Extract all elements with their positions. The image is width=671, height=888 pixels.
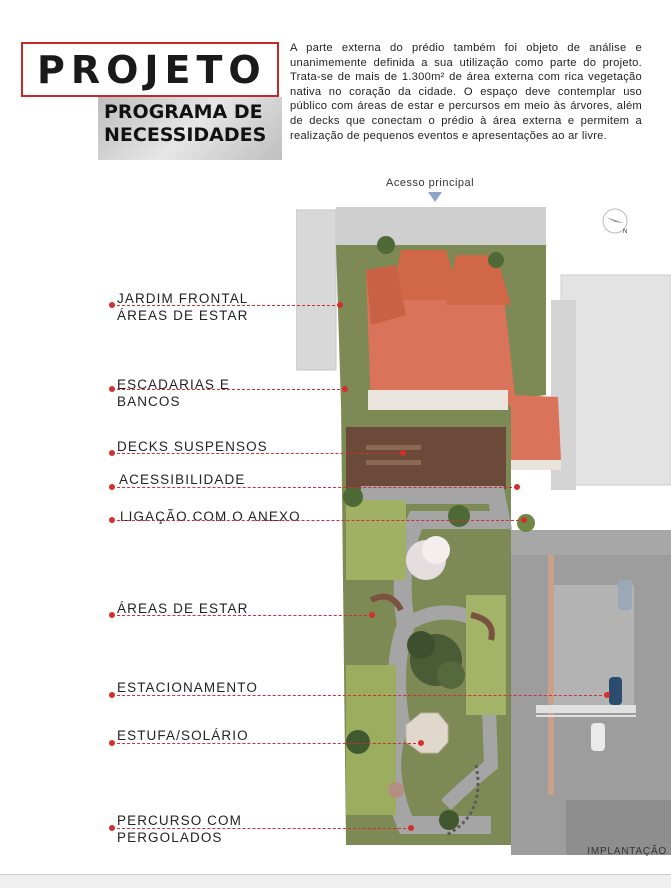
callout-dot-6 [109, 612, 115, 618]
callout-line-6 [117, 615, 372, 616]
callout-end-6 [369, 612, 375, 618]
left-neighbor-building [296, 210, 336, 370]
callout-dot-3 [109, 450, 115, 456]
label-percurso-pergolados: PERCURSO COM PERGOLADOS [117, 813, 242, 845]
callout-end-8 [418, 740, 424, 746]
callout-dot-1 [109, 302, 115, 308]
bottom-bar [0, 874, 671, 888]
callout-dot-2 [109, 386, 115, 392]
car-1 [618, 580, 632, 610]
label-escadarias: ESCADARIAS E BANCOS [117, 377, 230, 409]
callout-end-5 [521, 517, 527, 523]
label-estufa-solario: ESTUFA/SOLÁRIO [117, 728, 249, 743]
callout-line-9 [117, 828, 411, 829]
subtitle-line-2: NECESSIDADES [104, 124, 267, 146]
label-acessibilidade: ACESSIBILIDADE [119, 472, 246, 487]
label-jardim-frontal: JARDIM FRONTAL ÁREAS DE ESTAR [117, 291, 249, 323]
callout-end-1 [337, 302, 343, 308]
label-areas-de-estar: ÁREAS DE ESTAR [117, 601, 249, 616]
callout-line-7 [117, 695, 607, 696]
callout-dot-8 [109, 740, 115, 746]
callout-dot-4 [109, 484, 115, 490]
callout-line-3 [117, 453, 403, 454]
callout-end-2 [342, 386, 348, 392]
subtitle-line-1: PROGRAMA DE [104, 101, 263, 123]
callout-end-7 [604, 692, 610, 698]
label-decks-suspensos: DECKS SUSPENSOS [117, 439, 268, 454]
access-label: Acesso principal [386, 177, 475, 189]
label-ligacao-anexo: LIGAÇÃO COM O ANEXO [120, 509, 301, 524]
callout-dot-5 [109, 517, 115, 523]
compass-letter: N [623, 229, 628, 235]
page-subtitle [104, 101, 266, 147]
callout-dot-7 [109, 692, 115, 698]
right-neighbor-building [561, 275, 671, 485]
title-box [21, 42, 279, 97]
site-plan [296, 205, 671, 855]
callout-line-2 [117, 389, 345, 390]
callout-line-1 [117, 305, 340, 306]
annex-roof [511, 395, 561, 463]
callout-line-4 [117, 487, 517, 488]
car-2 [609, 677, 622, 705]
callout-line-8 [117, 743, 421, 744]
access-arrow-icon [428, 192, 442, 202]
implantacao-label: IMPLANTAÇÃO [587, 846, 667, 857]
callout-dot-9 [109, 825, 115, 831]
page-title: PROJETO [37, 48, 267, 92]
street-strip [336, 207, 546, 247]
intro-paragraph: A parte externa do prédio também foi objeto de análise e unanimemente definida a sua utilização como parte do projeto. Trata-se de mais de 1.300m² de área externa com rica vegetação nativa no coração da cidade. O espaço deve contemplar uso público com áreas de estar e percursos em meio às árvores, além de decks que conectam o prédio à área externa e permitem a realização de pequenos eventos e apresentações ao ar livre. [290, 42, 642, 142]
callout-end-4 [514, 484, 520, 490]
label-estacionamento: ESTACIONAMENTO [117, 680, 258, 695]
deck-area [346, 427, 506, 489]
callout-line-5 [117, 520, 524, 521]
callout-end-3 [400, 450, 406, 456]
callout-end-9 [408, 825, 414, 831]
car-3 [591, 723, 605, 751]
